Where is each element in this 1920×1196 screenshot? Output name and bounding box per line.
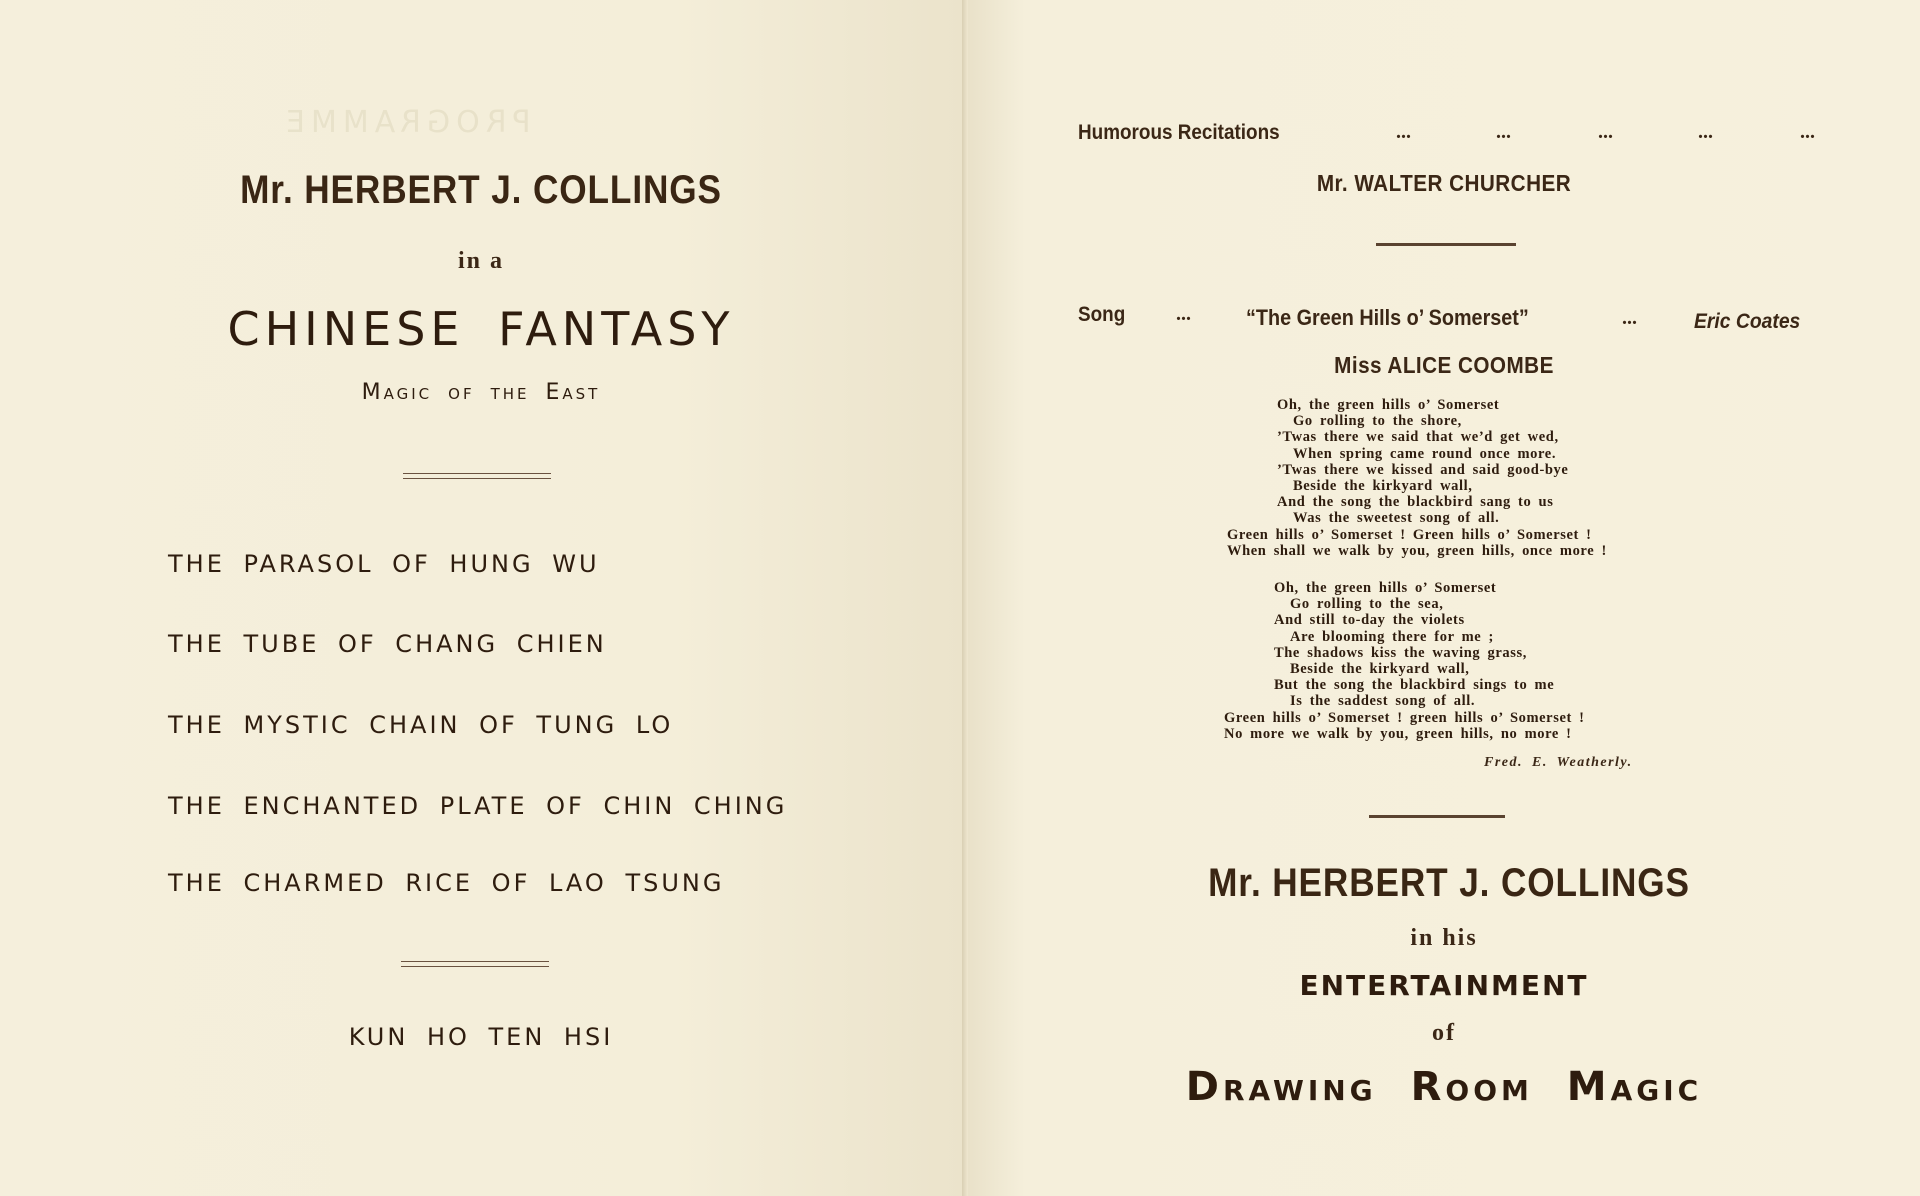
lyric-line: Green hills o’ Somerset ! Green hills o’ Somerset ! [1227, 526, 1592, 543]
lyric-line: The shadows kiss the waving grass, [1274, 644, 1527, 661]
leader-dots: ... [1396, 121, 1411, 143]
leader-dots: ... [1176, 303, 1191, 325]
lyric-line: Was the sweetest song of all. [1293, 510, 1500, 527]
lyric-line: And still to-day the violets [1274, 612, 1465, 629]
composer: Eric Coates [1694, 310, 1801, 333]
song-performer: Miss ALICE COOMBE [1334, 352, 1554, 378]
right-page [968, 0, 1920, 1196]
leader-dots: ... [1496, 121, 1511, 143]
lyric-line: Beside the kirkyard wall, [1293, 478, 1473, 495]
closing-item: KUN HO TEN HSI [348, 1023, 614, 1051]
act-title: CHINESE FANTASY [227, 302, 735, 356]
entertainment-heading: ENTERTAINMENT [1299, 969, 1589, 1002]
program-item: THE PARASOL OF HUNG WU [168, 550, 600, 578]
lyric-line: No more we walk by you, green hills, no more ! [1224, 725, 1572, 742]
divider [403, 473, 551, 479]
recitation-label: Humorous Recitations [1078, 121, 1280, 144]
lyric-line: ’Twas there we kissed and said good-bye [1277, 461, 1569, 478]
lyric-line: Oh, the green hills o’ Somerset [1277, 397, 1500, 413]
lyric-line: Green hills o’ Somerset ! green hills o’ Somerset ! [1224, 709, 1585, 726]
recitation-performer: Mr. WALTER CHURCHER [1316, 170, 1572, 196]
song-label: Song [1078, 303, 1126, 326]
lyric-line: When shall we walk by you, green hills, once more ! [1227, 542, 1607, 559]
program-item: THE ENCHANTED PLATE OF CHIN CHING [168, 792, 788, 820]
lyric-line: ’Twas there we said that we’d get wed, [1277, 429, 1559, 446]
lyric-line: Oh, the green hills o’ Somerset [1274, 580, 1497, 596]
leader-dots: ... [1800, 121, 1815, 143]
divider [1369, 815, 1505, 818]
show-through-text: PROGRAMME [280, 105, 531, 140]
divider [1376, 243, 1516, 246]
program-item: THE TUBE OF CHANG CHIEN [168, 630, 607, 658]
leader-dots: ... [1598, 121, 1613, 143]
leader-dots: ... [1698, 121, 1713, 143]
lyrics-verse-1 [1227, 397, 1607, 559]
lyricist-credit: Fred. E. Weatherly. [1484, 755, 1633, 770]
lyric-line: Go rolling to the shore, [1293, 413, 1462, 430]
finale-title: Drawing Room Magic [1185, 1064, 1703, 1110]
lyric-line: Go rolling to the sea, [1290, 596, 1444, 613]
of-text: of [1432, 1020, 1456, 1046]
leader-dots: ... [1622, 307, 1637, 329]
in-a-text: in a [457, 248, 504, 274]
song-title: “The Green Hills o’ Somerset” [1246, 305, 1529, 330]
finale-performer: Mr. HERBERT J. COLLINGS [1208, 861, 1690, 905]
act-subtitle: Magic of the East [361, 380, 601, 405]
lyric-line: Are blooming there for me ; [1290, 628, 1494, 645]
divider [401, 961, 549, 967]
performer-name: Mr. HERBERT J. COLLINGS [240, 168, 722, 212]
in-his-text: in his [1410, 925, 1478, 951]
lyric-line: When spring came round once more. [1293, 445, 1557, 462]
program-item: THE MYSTIC CHAIN OF TUNG LO [168, 711, 674, 739]
lyric-line: Is the saddest song of all. [1290, 693, 1476, 710]
lyric-line: Beside the kirkyard wall, [1290, 661, 1470, 678]
lyric-line: But the song the blackbird sings to me [1274, 677, 1555, 694]
lyrics-verse-2 [1224, 580, 1585, 742]
program-item: THE CHARMED RICE OF LAO TSUNG [168, 869, 725, 897]
lyric-line: And the song the blackbird sang to us [1277, 494, 1554, 511]
